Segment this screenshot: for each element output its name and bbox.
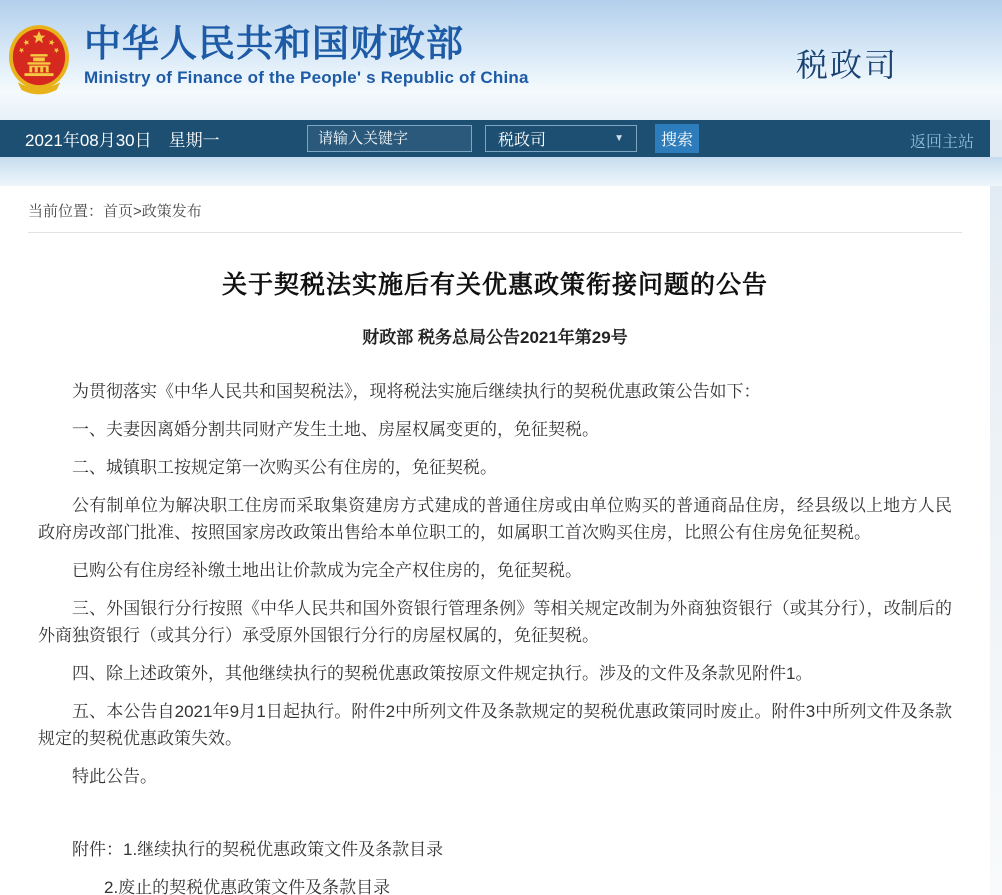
current-date: 2021年08月30日 星期一 bbox=[25, 131, 220, 150]
department-title: 税政司 bbox=[795, 47, 898, 83]
breadcrumb-separator: > bbox=[133, 203, 142, 220]
paragraph-item-4: 四、除上述政策外，其他继续执行的契税优惠政策按原文件规定执行。涉及的文件及条款见附件1。 bbox=[72, 664, 813, 683]
national-emblem-icon bbox=[8, 22, 70, 96]
attachment-line-1 bbox=[38, 836, 952, 863]
site-subtitle-en: Ministry of Finance of the People' s Republic of China bbox=[84, 68, 529, 87]
paragraph-item-2-sub-2: 已购公有住房经补缴土地出让价款成为完全产权住房的，免征契税。 bbox=[72, 561, 582, 580]
chevron-down-icon: ▼ bbox=[614, 133, 624, 144]
search-scope-select[interactable] bbox=[485, 125, 637, 152]
paragraph-item-2: 二、城镇职工按规定第一次购买公有住房的，免征契税。 bbox=[72, 458, 497, 477]
breadcrumb-home-link[interactable]: 首页 bbox=[103, 203, 134, 220]
search-input[interactable] bbox=[307, 125, 472, 152]
return-home-link[interactable]: 返回主站 bbox=[909, 134, 974, 151]
search-button[interactable]: 搜索 bbox=[655, 124, 699, 153]
brand-text bbox=[84, 22, 529, 88]
brand bbox=[8, 22, 529, 96]
attachment-1: 1.继续执行的契税优惠政策文件及条款目录 bbox=[123, 840, 444, 859]
paragraph-item-3: 三、外国银行分行按照《中华人民共和国外资银行管理条例》等相关规定改制为外商独资银行（或其分行），改制后的外商独资银行（或其分行）承受原外国银行分行的房屋权属的，免征契税。 bbox=[38, 599, 952, 645]
breadcrumb-section-link[interactable]: 政策发布 bbox=[141, 203, 202, 220]
paragraph-item-1: 一、夫妻因离婚分割共同财产发生土地、房屋权属变更的，免征契税。 bbox=[72, 420, 599, 439]
header-bottom-strip bbox=[0, 157, 1002, 186]
announcement-article bbox=[0, 265, 990, 895]
attachments-label: 附件： bbox=[72, 840, 123, 859]
paragraph-item-5: 五、本公告自2021年9月1日起执行。附件2中所列文件及条款规定的契税优惠政策同时废止。附件3中所列文件及条款规定的契税优惠政策失效。 bbox=[38, 702, 952, 748]
document-number: 财政部 税务总局公告2021年第29号 bbox=[362, 328, 628, 347]
breadcrumb bbox=[0, 186, 990, 232]
paragraph-intro: 为贯彻落实《中华人民共和国契税法》，现将税法实施后继续执行的契税优惠政策公告如下： bbox=[72, 382, 761, 401]
site-title: 中华人民共和国财政部 bbox=[84, 23, 464, 64]
content-area bbox=[0, 186, 990, 895]
attachment-line-2: 2.废止的契税优惠政策文件及条款目录 bbox=[104, 878, 391, 895]
navbar bbox=[0, 120, 990, 157]
breadcrumb-label: 当前位置： bbox=[28, 203, 104, 220]
paragraph-closing: 特此公告。 bbox=[72, 767, 157, 786]
search-scope-value: 税政司 bbox=[498, 132, 547, 149]
site-header bbox=[0, 0, 1002, 120]
attachments-list bbox=[38, 836, 952, 895]
breadcrumb-divider bbox=[28, 232, 962, 233]
document-title: 关于契税法实施后有关优惠政策衔接问题的公告 bbox=[221, 271, 768, 299]
paragraph-item-2-sub-1: 公有制单位为解决职工住房而采取集资建房方式建成的普通住房或由单位购买的普通商品住房，经县级以上地方人民政府房改部门批准、按照国家房改政策出售给本单位职工的，如属职工首次购买住房，比照公有住房免征契税。 bbox=[38, 496, 952, 542]
